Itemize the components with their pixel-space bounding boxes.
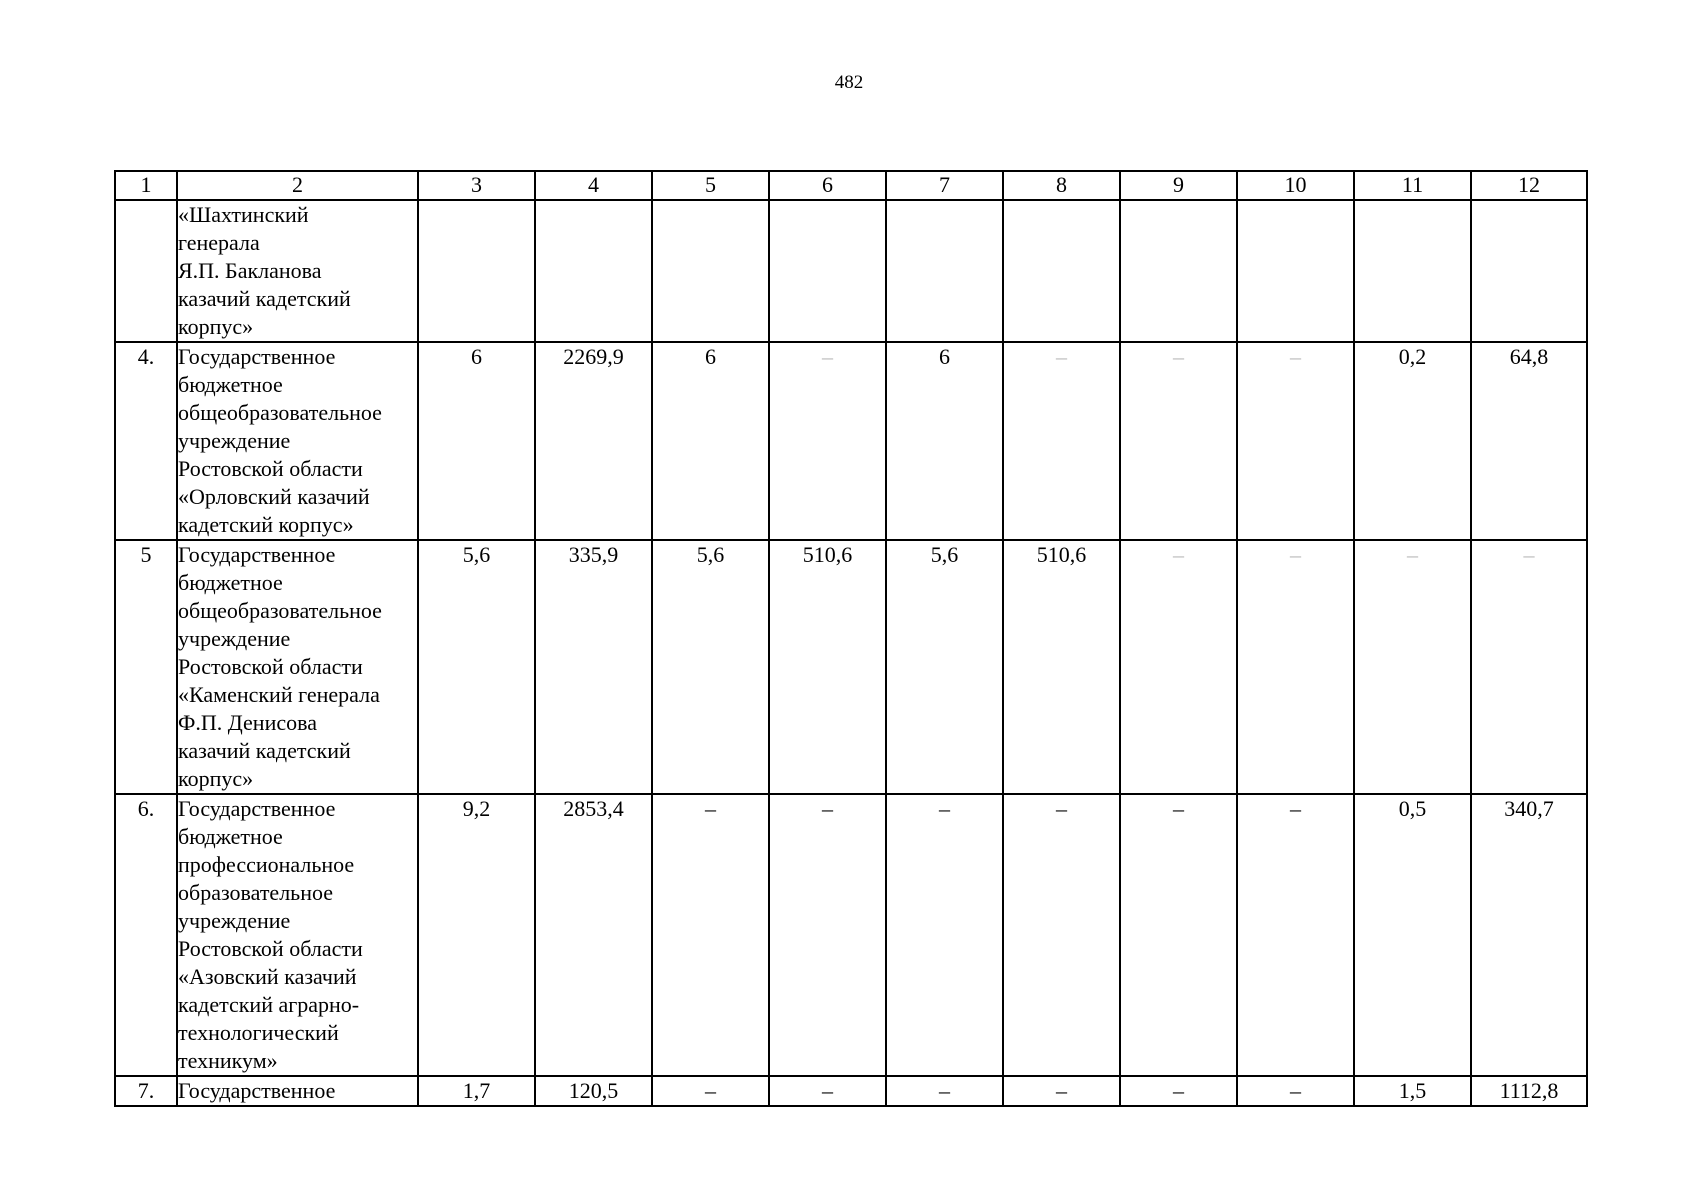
name-line: бюджетное xyxy=(178,570,283,595)
cell-value: – xyxy=(1237,1076,1354,1106)
cell-value: – xyxy=(652,1076,769,1106)
row-number xyxy=(115,200,177,342)
column-header: 3 xyxy=(418,171,535,200)
cell-value: 5,6 xyxy=(886,540,1003,794)
cell-value: – xyxy=(1003,342,1120,540)
name-line: профессиональное xyxy=(178,852,355,877)
cell-value: – xyxy=(1354,540,1471,794)
column-header: 8 xyxy=(1003,171,1120,200)
name-line: учреждение xyxy=(178,626,291,651)
cell-value: – xyxy=(1120,342,1237,540)
cell-value xyxy=(1237,200,1354,342)
name-line: Ростовской области xyxy=(178,936,363,961)
name-line: Государственное xyxy=(178,1078,336,1103)
cell-value: 1,7 xyxy=(418,1076,535,1106)
name-line: Государственное xyxy=(178,542,336,567)
cell-value: – xyxy=(1120,1076,1237,1106)
cell-value: – xyxy=(1237,794,1354,1076)
row-number: 4. xyxy=(115,342,177,540)
cell-value: – xyxy=(1120,540,1237,794)
column-header: 6 xyxy=(769,171,886,200)
column-header: 2 xyxy=(177,171,418,200)
table-row xyxy=(115,342,1587,540)
table-row xyxy=(115,1076,1587,1106)
cell-value: 510,6 xyxy=(769,540,886,794)
name-line: общеобразовательное xyxy=(178,598,382,623)
name-line: казачий кадетский xyxy=(178,738,351,763)
cell-value: – xyxy=(769,1076,886,1106)
column-header: 9 xyxy=(1120,171,1237,200)
column-header: 7 xyxy=(886,171,1003,200)
name-line: образовательное xyxy=(178,880,334,905)
cell-value: – xyxy=(886,794,1003,1076)
cell-value: 2853,4 xyxy=(535,794,652,1076)
name-line: бюджетное xyxy=(178,372,283,397)
cell-value: 6 xyxy=(418,342,535,540)
cell-value: 1,5 xyxy=(1354,1076,1471,1106)
name-line: корпус» xyxy=(178,766,254,791)
institution-name xyxy=(177,342,418,540)
name-line: Государственное xyxy=(178,344,336,369)
institution-name xyxy=(177,794,418,1076)
name-line: общеобразовательное xyxy=(178,400,382,425)
cell-value xyxy=(1354,200,1471,342)
name-line: Я.П. Бакланова xyxy=(178,258,322,283)
row-number: 6. xyxy=(115,794,177,1076)
table-row xyxy=(115,200,1587,342)
name-line: «Орловский казачий xyxy=(178,484,370,509)
name-line: технологический xyxy=(178,1020,339,1045)
cell-value xyxy=(652,200,769,342)
cell-value: 1112,8 xyxy=(1471,1076,1587,1106)
institution-name xyxy=(177,540,418,794)
name-line: кадетский аграрно- xyxy=(178,992,360,1017)
table-row xyxy=(115,794,1587,1076)
name-line: «Азовский казачий xyxy=(178,964,357,989)
name-line: казачий кадетский xyxy=(178,286,351,311)
cell-value: 335,9 xyxy=(535,540,652,794)
cell-value xyxy=(418,200,535,342)
cell-value: – xyxy=(1471,540,1587,794)
cell-value: – xyxy=(1237,540,1354,794)
cell-value: 5,6 xyxy=(652,540,769,794)
cell-value xyxy=(535,200,652,342)
institution-name xyxy=(177,1076,418,1106)
name-line: учреждение xyxy=(178,908,291,933)
cell-value: – xyxy=(1120,794,1237,1076)
row-number: 7. xyxy=(115,1076,177,1106)
column-header: 10 xyxy=(1237,171,1354,200)
cell-value: 340,7 xyxy=(1471,794,1587,1076)
cell-value: – xyxy=(652,794,769,1076)
name-line: «Каменский генерала xyxy=(178,682,380,707)
cell-value: – xyxy=(1003,1076,1120,1106)
name-line: Ф.П. Денисова xyxy=(178,710,317,735)
name-line: Ростовской области xyxy=(178,456,363,481)
cell-value: 6 xyxy=(652,342,769,540)
name-line: «Шахтинский xyxy=(178,202,309,227)
column-header: 5 xyxy=(652,171,769,200)
cell-value: 5,6 xyxy=(418,540,535,794)
cell-value xyxy=(1003,200,1120,342)
column-number-row xyxy=(115,171,1587,200)
column-header: 12 xyxy=(1471,171,1587,200)
cell-value xyxy=(769,200,886,342)
cell-value: 2269,9 xyxy=(535,342,652,540)
cell-value: – xyxy=(769,342,886,540)
name-line: кадетский корпус» xyxy=(178,512,354,537)
row-number: 5 xyxy=(115,540,177,794)
name-line: бюджетное xyxy=(178,824,283,849)
name-line: Государственное xyxy=(178,796,336,821)
cell-value: 510,6 xyxy=(1003,540,1120,794)
column-header: 11 xyxy=(1354,171,1471,200)
institution-name xyxy=(177,200,418,342)
cell-value: 6 xyxy=(886,342,1003,540)
cell-value: 0,5 xyxy=(1354,794,1471,1076)
cell-value: – xyxy=(769,794,886,1076)
page-number: 482 xyxy=(834,72,864,93)
cell-value xyxy=(1120,200,1237,342)
name-line: учреждение xyxy=(178,428,291,453)
name-line: техникум» xyxy=(178,1048,278,1073)
cell-value: 0,2 xyxy=(1354,342,1471,540)
column-header: 4 xyxy=(535,171,652,200)
cell-value: – xyxy=(1003,794,1120,1076)
name-line: корпус» xyxy=(178,314,254,339)
cell-value: 9,2 xyxy=(418,794,535,1076)
cell-value xyxy=(886,200,1003,342)
cell-value: – xyxy=(1237,342,1354,540)
cell-value: – xyxy=(886,1076,1003,1106)
cell-value: 120,5 xyxy=(535,1076,652,1106)
column-header: 1 xyxy=(115,171,177,200)
table-row xyxy=(115,540,1587,794)
cell-value xyxy=(1471,200,1587,342)
name-line: Ростовской области xyxy=(178,654,363,679)
cell-value: 64,8 xyxy=(1471,342,1587,540)
data-table xyxy=(114,170,1588,1107)
name-line: генерала xyxy=(178,230,260,255)
